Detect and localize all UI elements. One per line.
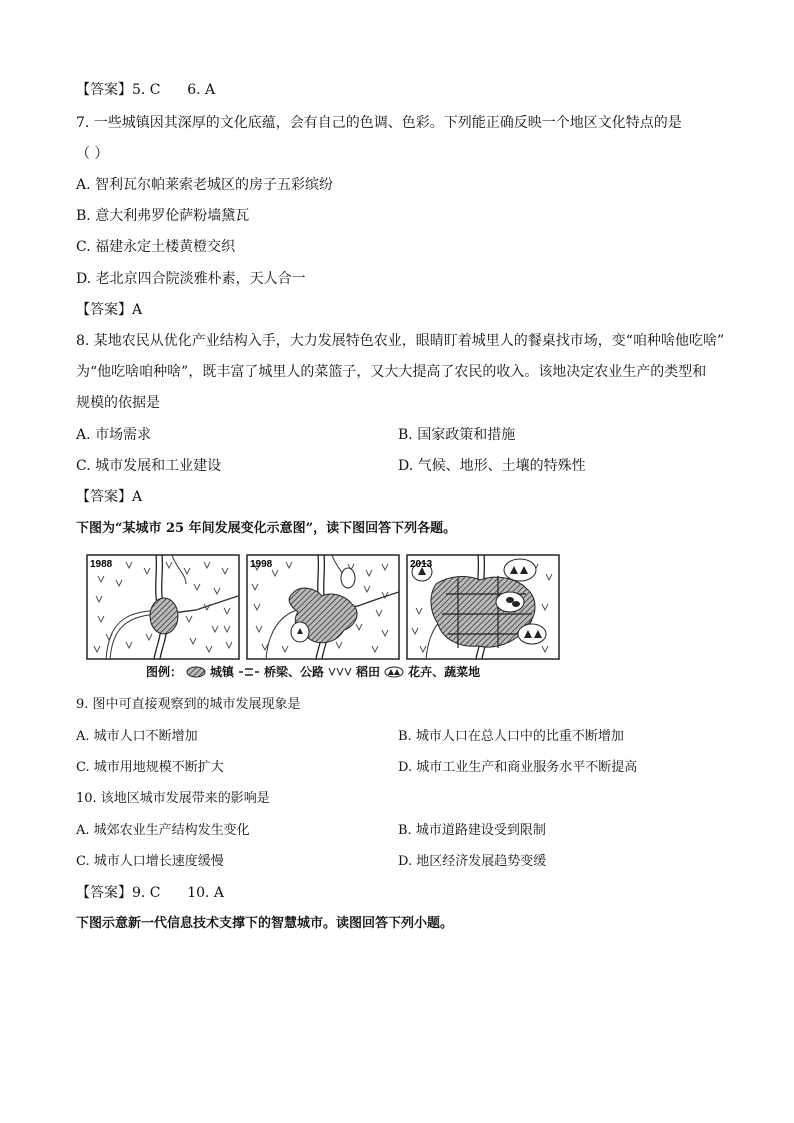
q7-paren: （ ） [76, 146, 109, 162]
answer-text: 5. C 6. A [132, 82, 216, 98]
q8-stem-line2: 为“他吃啥咱种啥”，既丰富了城里人的菜篮子，又大大提高了农民的收入。该地决定农业生产的类型和 [76, 364, 707, 380]
legend-rice-field-icon [328, 666, 352, 678]
answer-label: 【答案】 [76, 302, 132, 318]
city-development-figure [86, 554, 561, 680]
q10-option-c: C. 城市人口增长速度缓慢 [76, 854, 224, 869]
q9-option-d: D. 城市工业生产和商业服务水平不断提高 [398, 760, 638, 775]
legend-flower-veg-icon [384, 666, 404, 678]
map-panel-2013 [407, 555, 559, 659]
answer-line-8 [76, 487, 142, 507]
q8-option-a: A. 市场需求 [76, 427, 152, 443]
answer-line-7 [76, 300, 142, 320]
q7-option-a: A. 智利瓦尔帕莱索老城区的房子五彩缤纷 [76, 177, 334, 193]
answer-text: 9. C 10. A [132, 885, 225, 901]
answer-line-9-10 [76, 883, 224, 903]
q8-option-b: B. 国家政策和措施 [398, 427, 516, 443]
q10-option-b: B. 城市道路建设受到限制 [398, 823, 546, 838]
legend-flower-label: 花卉、蔬菜地 [408, 665, 481, 679]
legend-bridge-road-icon [238, 666, 260, 678]
figure-legend [146, 663, 480, 680]
legend-prefix: 图例： [146, 665, 183, 679]
answer-text: A [132, 489, 143, 505]
map-panel-1998 [247, 555, 399, 659]
q10-stem: 10. 该地区城市发展带来的影响是 [76, 791, 270, 806]
q9-option-b: B. 城市人口在总人口中的比重不断增加 [398, 729, 624, 744]
answer-label: 【答案】 [76, 885, 132, 901]
year-label-1988: 1988 [90, 559, 113, 570]
q7-option-b: B. 意大利弗罗伦萨粉墙黛瓦 [76, 208, 250, 224]
q8-stem-line1: 8. 某地农民从优化产业结构入手，大力发展特色农业，眼睛盯着城里人的餐桌找市场，变“咱种啥他吃啥” [76, 333, 725, 349]
legend-bridge-label: 桥梁、公路 [264, 665, 325, 679]
q7-option-c: C. 福建永定土楼黄橙交织 [76, 239, 236, 255]
year-label-2013: 2013 [410, 559, 433, 570]
q10-option-a: A. 城郊农业生产结构发生变化 [76, 823, 250, 838]
answer-text: A [132, 302, 143, 318]
q9-stem: 9. 图中可直接观察到的城市发展现象是 [76, 697, 301, 712]
q8-option-d: D. 气候、地形、土壤的特殊性 [398, 458, 586, 474]
legend-town-label: 城镇 [210, 665, 235, 679]
q8-stem-line3: 规模的依据是 [76, 395, 160, 411]
q10-option-d: D. 地区经济发展趋势变缓 [398, 854, 547, 869]
legend-rice-label: 稻田 [356, 665, 381, 679]
answer-line-5-6 [76, 80, 215, 100]
year-label-1998: 1998 [250, 559, 273, 570]
q7-option-d: D. 老北京四合院淡雅朴素，天人合一 [76, 271, 306, 287]
answer-label: 【答案】 [76, 82, 132, 98]
answer-label: 【答案】 [76, 489, 132, 505]
smart-city-intro: 下图示意新一代信息技术支撑下的智慧城市。读图回答下列小题。 [76, 916, 454, 931]
q7-stem: 7. 一些城镇因其深厚的文化底蕴，会有自己的色调、色彩。下列能正确反映一个地区文化特点的是 [76, 115, 682, 131]
q8-option-c: C. 城市发展和工业建设 [76, 458, 222, 474]
figure-intro: 下图为“某城市 25 年间发展变化示意图”，读下图回答下列各题。 [76, 521, 457, 536]
q9-option-a: A. 城市人口不断增加 [76, 729, 198, 744]
q9-option-c: C. 城市用地规模不断扩大 [76, 760, 224, 775]
legend-town-swatch-icon [186, 666, 206, 678]
map-panel-1988 [87, 555, 239, 659]
